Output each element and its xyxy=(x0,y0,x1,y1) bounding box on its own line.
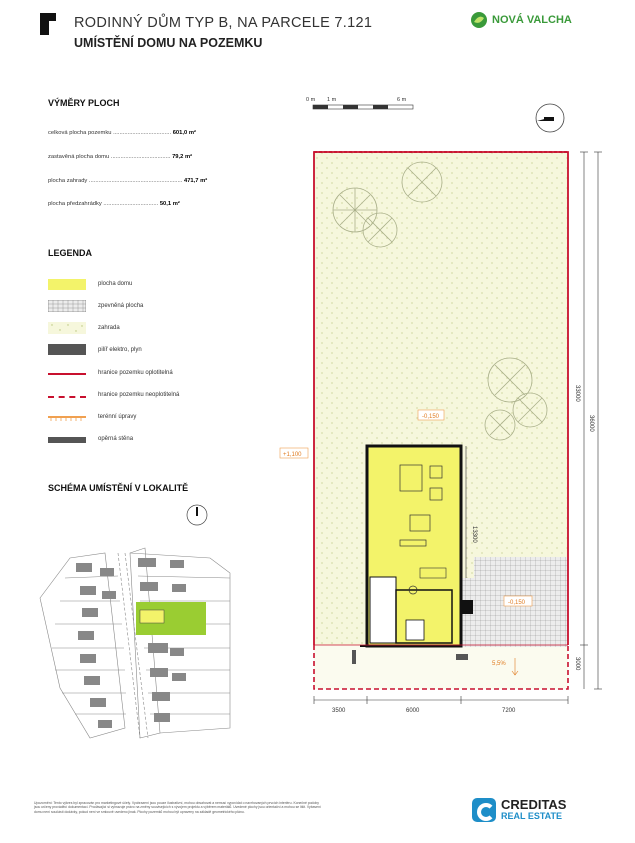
scale-label: 1 m xyxy=(327,97,337,103)
north-arrow-icon xyxy=(536,104,564,132)
site-plan xyxy=(270,90,635,730)
dim-label: 36000 xyxy=(588,415,594,432)
creditas-sub: REAL ESTATE xyxy=(501,811,563,821)
dim-label: 6000 xyxy=(406,708,420,714)
pillar xyxy=(352,650,356,664)
dim-label: 7200 xyxy=(502,708,516,714)
leaf-icon xyxy=(470,11,488,29)
dim-label: 33000 xyxy=(574,385,580,402)
brand-logo xyxy=(470,11,572,29)
scale-label: 0 m xyxy=(306,97,316,103)
scale-bar xyxy=(306,97,413,109)
legend-swatch-house xyxy=(48,279,86,290)
level-label: -0,150 xyxy=(422,414,440,420)
legend-swatch-retaining-wall xyxy=(48,437,86,443)
legend-label: zahrada xyxy=(98,325,120,331)
creditas-logo xyxy=(472,798,566,822)
legend-swatch-fence-line xyxy=(48,373,86,375)
corner-mark-top xyxy=(40,13,56,21)
north-arrow-small-icon xyxy=(187,505,207,525)
creditas-icon xyxy=(472,798,496,822)
legend-label: pilíř elektro, plyn xyxy=(98,347,142,353)
legend-heading: LEGENDA xyxy=(48,248,93,258)
location-heading: SCHÉMA UMÍSTĚNÍ V LOKALITĚ xyxy=(48,483,189,493)
disclaimer-text: Upozornění: Tento výkres byl zpracován pro marketingové účely. Vyobrazení jsou pouze ilustrativní, mohou obsahovat a nemusí vypovídat o navrhovaných prvcích interiéru. Konečné podoby jsou určeny prováděcí dokumentací. Prodávající si vyhrazuje právo na změny souvisejících s vývojem projektu a výběrem materiálů. Uvedené plochy jsou orientační a mohou se lišit. Vybavení domu není součástí dodávky, pokud není ve smlouvě uvedeno jinak. Plochy pozemků mohou být upraveny na základě geometrického plánu. xyxy=(34,801,321,814)
creditas-name: CREDITAS xyxy=(501,797,567,812)
location-map xyxy=(30,498,300,748)
area-row: plocha zahrady .......................................................... 471,7 m² xyxy=(48,178,208,184)
legend-swatch-open-line xyxy=(48,396,86,398)
dim-label: 3000 xyxy=(574,657,580,671)
legend-swatch-garden xyxy=(48,322,86,334)
dim-label: 3500 xyxy=(332,708,346,714)
legend-label: terénní úpravy xyxy=(98,414,137,420)
pillar xyxy=(456,654,468,660)
areas-heading: VÝMĚRY PLOCH xyxy=(48,98,120,108)
legend-swatch-terrain xyxy=(48,414,86,422)
area-row: plocha předzahrádky .................................. 50,1 m² xyxy=(48,201,180,207)
scale-label: 6 m xyxy=(397,97,407,103)
legend-label: hranice pozemku oplotitelná xyxy=(98,370,173,376)
legend-label: opěrná stěna xyxy=(98,436,134,442)
level-label: +1,100 xyxy=(283,452,302,458)
area-row: celková plocha pozemku .................................... 601,0 m² xyxy=(48,130,196,136)
legend-label: plocha domu xyxy=(98,281,133,287)
area-row: zastavěná plocha domu ..................................... 79,2 m² xyxy=(48,154,193,160)
legend-swatch-paved xyxy=(48,300,86,312)
page-subtitle: UMÍSTĚNÍ DOMU NA POZEMKU xyxy=(74,36,263,50)
legend-label: zpevněná plocha xyxy=(98,303,144,309)
dim-label: 13300 xyxy=(471,526,477,543)
page-title: RODINNÝ DŮM TYP B, NA PARCELE 7.121 xyxy=(74,15,373,31)
level-label: -0,150 xyxy=(508,600,526,606)
brand-name: NOVÁ VALCHA xyxy=(492,14,572,26)
slope-label: 5,5% xyxy=(492,661,506,667)
legend-swatch-pillar xyxy=(48,344,86,355)
legend-label: hranice pozemku neoplotitelná xyxy=(98,392,180,398)
